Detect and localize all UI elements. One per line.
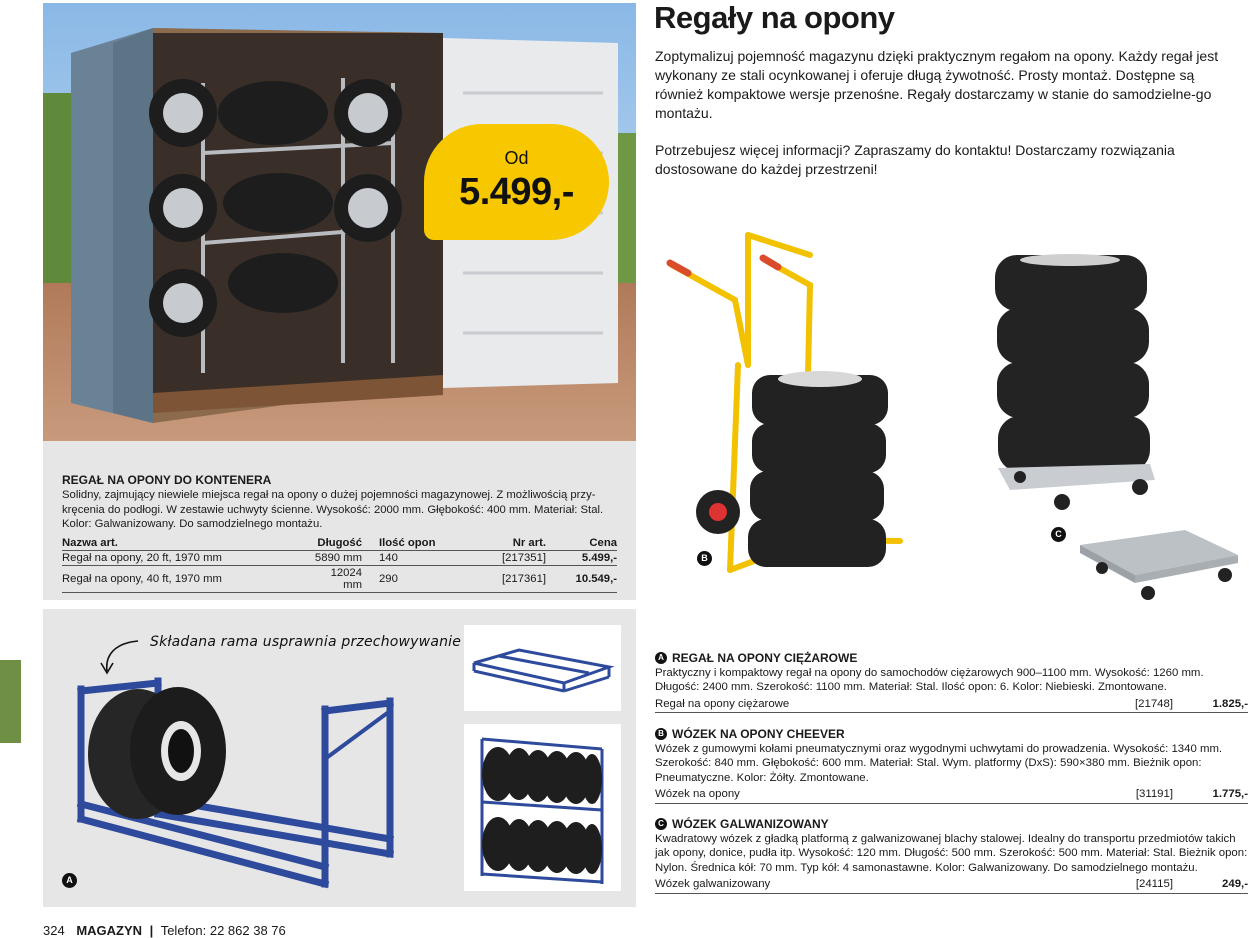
stacked-rack-thumbnail[interactable] <box>464 724 621 891</box>
product-order-row <box>655 787 1248 804</box>
container-rack-description: Solidny, zajmujący niewiele miejsca regał na opony o dużej pojemności magazynowej. Z możliwością przy-kręcenia do podłogi. W zestawie uchwyty ścienne. Wysokość: 2000 mm. Głębokość: 400 mm. Materiał: Stal. Kolor: Galwanizowany. Do samodzielnego montażu. <box>62 489 604 530</box>
col-tyre-count: Ilość opon <box>362 536 462 551</box>
product-item-name: Wózek na opony <box>655 788 740 800</box>
price-prefix: Od <box>504 148 529 168</box>
intro-text <box>655 47 1245 179</box>
product-truck-rack <box>655 651 1248 713</box>
row-length: 5890 mm <box>312 550 362 565</box>
col-length: Długość <box>312 536 362 551</box>
container-rack-title: REGAŁ NA OPONY DO KONTENERA <box>62 473 272 487</box>
footer-section: MAGAZYN <box>76 923 143 938</box>
marker-a: A <box>62 873 77 888</box>
footer-phone[interactable]: Telefon: 22 862 38 76 <box>160 923 286 938</box>
row-art-no: [217361] <box>462 565 546 592</box>
product-galvanized-dolly <box>655 817 1248 894</box>
product-description: Kwadratowy wózek z gładką platformą z galwanizowanej blachy stalowej. Idealny do transportu przedmiotów takich jak opony, donice, pudła itp. Wysokość: 120 mm. Długość: 500 mm. Szerokość: 500 mm. Materiał: Stal. Bieżnik opon: Nylon. Średnica kół: 70 mm. Typ kół: 4 samonastawne. Kolor: Galwanizowany. Do samodzielnego montażu. <box>655 832 1248 874</box>
product-art-no: [21748] <box>1134 697 1173 710</box>
col-name: Nazwa art. <box>62 536 312 551</box>
product-title-row <box>655 817 1248 832</box>
section-tab[interactable] <box>0 660 21 743</box>
product-hand-trolley <box>655 727 1248 804</box>
container-rack-info <box>43 441 636 600</box>
product-item-name: Regał na opony ciężarowe <box>655 697 790 710</box>
page-number: 324 <box>43 923 65 938</box>
row-name: Regał na opony, 40 ft, 1970 mm <box>62 565 312 592</box>
intro-paragraph: Potrzebujesz więcej informacji? Zapraszamy do kontaktu! Dostarczamy rozwiązania dostosowane do każdej przestrzeni! <box>655 142 1175 177</box>
product-order-row <box>655 877 1248 894</box>
product-marker: C <box>655 818 667 830</box>
table-row <box>62 565 617 592</box>
product-title: WÓZEK NA OPONY CHEEVER <box>672 727 845 741</box>
product-title-row <box>655 727 1248 742</box>
rack-caption: Składana rama usprawnia przechowywanie <box>150 634 462 650</box>
intro-paragraph: Zoptymalizuj pojemność magazynu dzięki praktycznym regałom na opony. Każdy regał jest wykonany ze stali ocynkowanej i oferuje długą żywotność. Prosty montaż. Dostępne są również kompaktowe wersje przenośne. Regały dostarczamy w stanie do samodzielne-go montażu. <box>655 48 1219 121</box>
table-row <box>62 550 617 565</box>
product-title-row <box>655 651 1248 666</box>
row-price: 5.499,- <box>546 550 617 565</box>
product-title: WÓZEK GALWANIZOWANY <box>672 817 829 831</box>
product-title: REGAŁ NA OPONY CIĘŻAROWE <box>672 651 858 665</box>
product-item-name: Wózek galwanizowany <box>655 878 771 890</box>
row-art-no: [217351] <box>462 550 546 565</box>
hand-trolley-image <box>660 225 910 580</box>
table-header-row <box>62 536 617 551</box>
col-art-no: Nr art. <box>462 536 546 551</box>
col-price: Cena <box>546 536 617 551</box>
row-tyre-count: 290 <box>362 565 462 592</box>
galvanized-dolly-image <box>1060 525 1240 605</box>
product-marker: A <box>655 652 667 664</box>
row-tyre-count: 140 <box>362 550 462 565</box>
product-art-no: [24115] <box>1135 878 1173 890</box>
container-rack-table <box>62 536 617 593</box>
product-description: Wózek z gumowymi kołami pneumatycznymi oraz wygodnymi uchwytami do prowadzenia. Wysokość: 1340 mm. Szerokość: 840 mm. Głębokość: 600 mm. Materiał: Stal. Wym. platformy (DxS): 590×380 mm. Bieżnik opon: Pneumatyczne. Kolor: Żółty. Zmontowane. <box>655 742 1223 784</box>
price-value: 5.499,- <box>459 171 574 213</box>
product-description: Praktyczny i kompaktowy regał na opony do samochodów ciężarowych 900–1100 mm. Wysokość: 1260 mm. Długość: 2400 mm. Szerokość: 1100 mm. Materiał: Stal. Ilość opon: 6. Kolor: Niebieski. Zmontowane. <box>655 666 1204 693</box>
price-bubble <box>424 124 609 240</box>
marker-c: C <box>1051 527 1066 542</box>
product-price: 1.825,- <box>1212 697 1248 710</box>
marker-b: B <box>697 551 712 566</box>
row-length: 12024 mm <box>312 565 362 592</box>
product-marker: B <box>655 728 667 740</box>
row-name: Regał na opony, 20 ft, 1970 mm <box>62 550 312 565</box>
row-price: 10.549,- <box>546 565 617 592</box>
page-title: Regały na opony <box>654 0 895 35</box>
tyre-dolly-image <box>990 250 1160 515</box>
product-order-row <box>655 697 1248 714</box>
page-footer <box>43 923 286 938</box>
folded-rack-thumbnail[interactable] <box>464 625 621 711</box>
product-price: 249,- <box>1222 878 1248 890</box>
product-price: 1.775,- <box>1212 788 1248 800</box>
product-art-no: [31191] <box>1135 788 1173 800</box>
footer-separator: | <box>149 923 154 938</box>
